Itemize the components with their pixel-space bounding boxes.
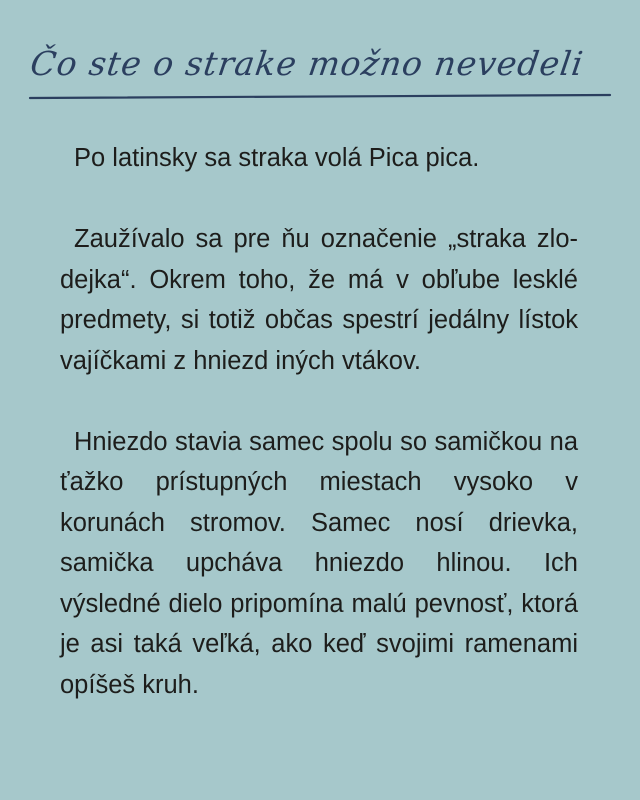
paragraph-thief-nickname: Zaužívalo sa pre ňu označenie „straka zlodejka“. Okrem toho, že má v obľube lesklé predmety, si totiž občas spestrí jedálny lístok vajíčkami z hniezd iných vtákov. (60, 225, 578, 375)
header (28, 40, 612, 102)
paragraph-latin-name: Po latinsky sa straka volá Pica pica. (74, 144, 480, 172)
article-body (60, 138, 578, 705)
handwritten-title: Čo ste o strake možno nevedeli (28, 44, 587, 83)
title-underline (28, 92, 612, 102)
paragraph-nest-building: Hniezdo stavia samec spolu so samičkou na ťažko prístupných miestach vysoko v korunách stromov. Samec nosí drievka, samička upcháva hniezdo hlinou. Ich výsledné dielo pripomína malú pevnosť, ktorá je asi taká veľká, ako keď svojimi ramenami opíšeš kruh. (60, 427, 578, 699)
